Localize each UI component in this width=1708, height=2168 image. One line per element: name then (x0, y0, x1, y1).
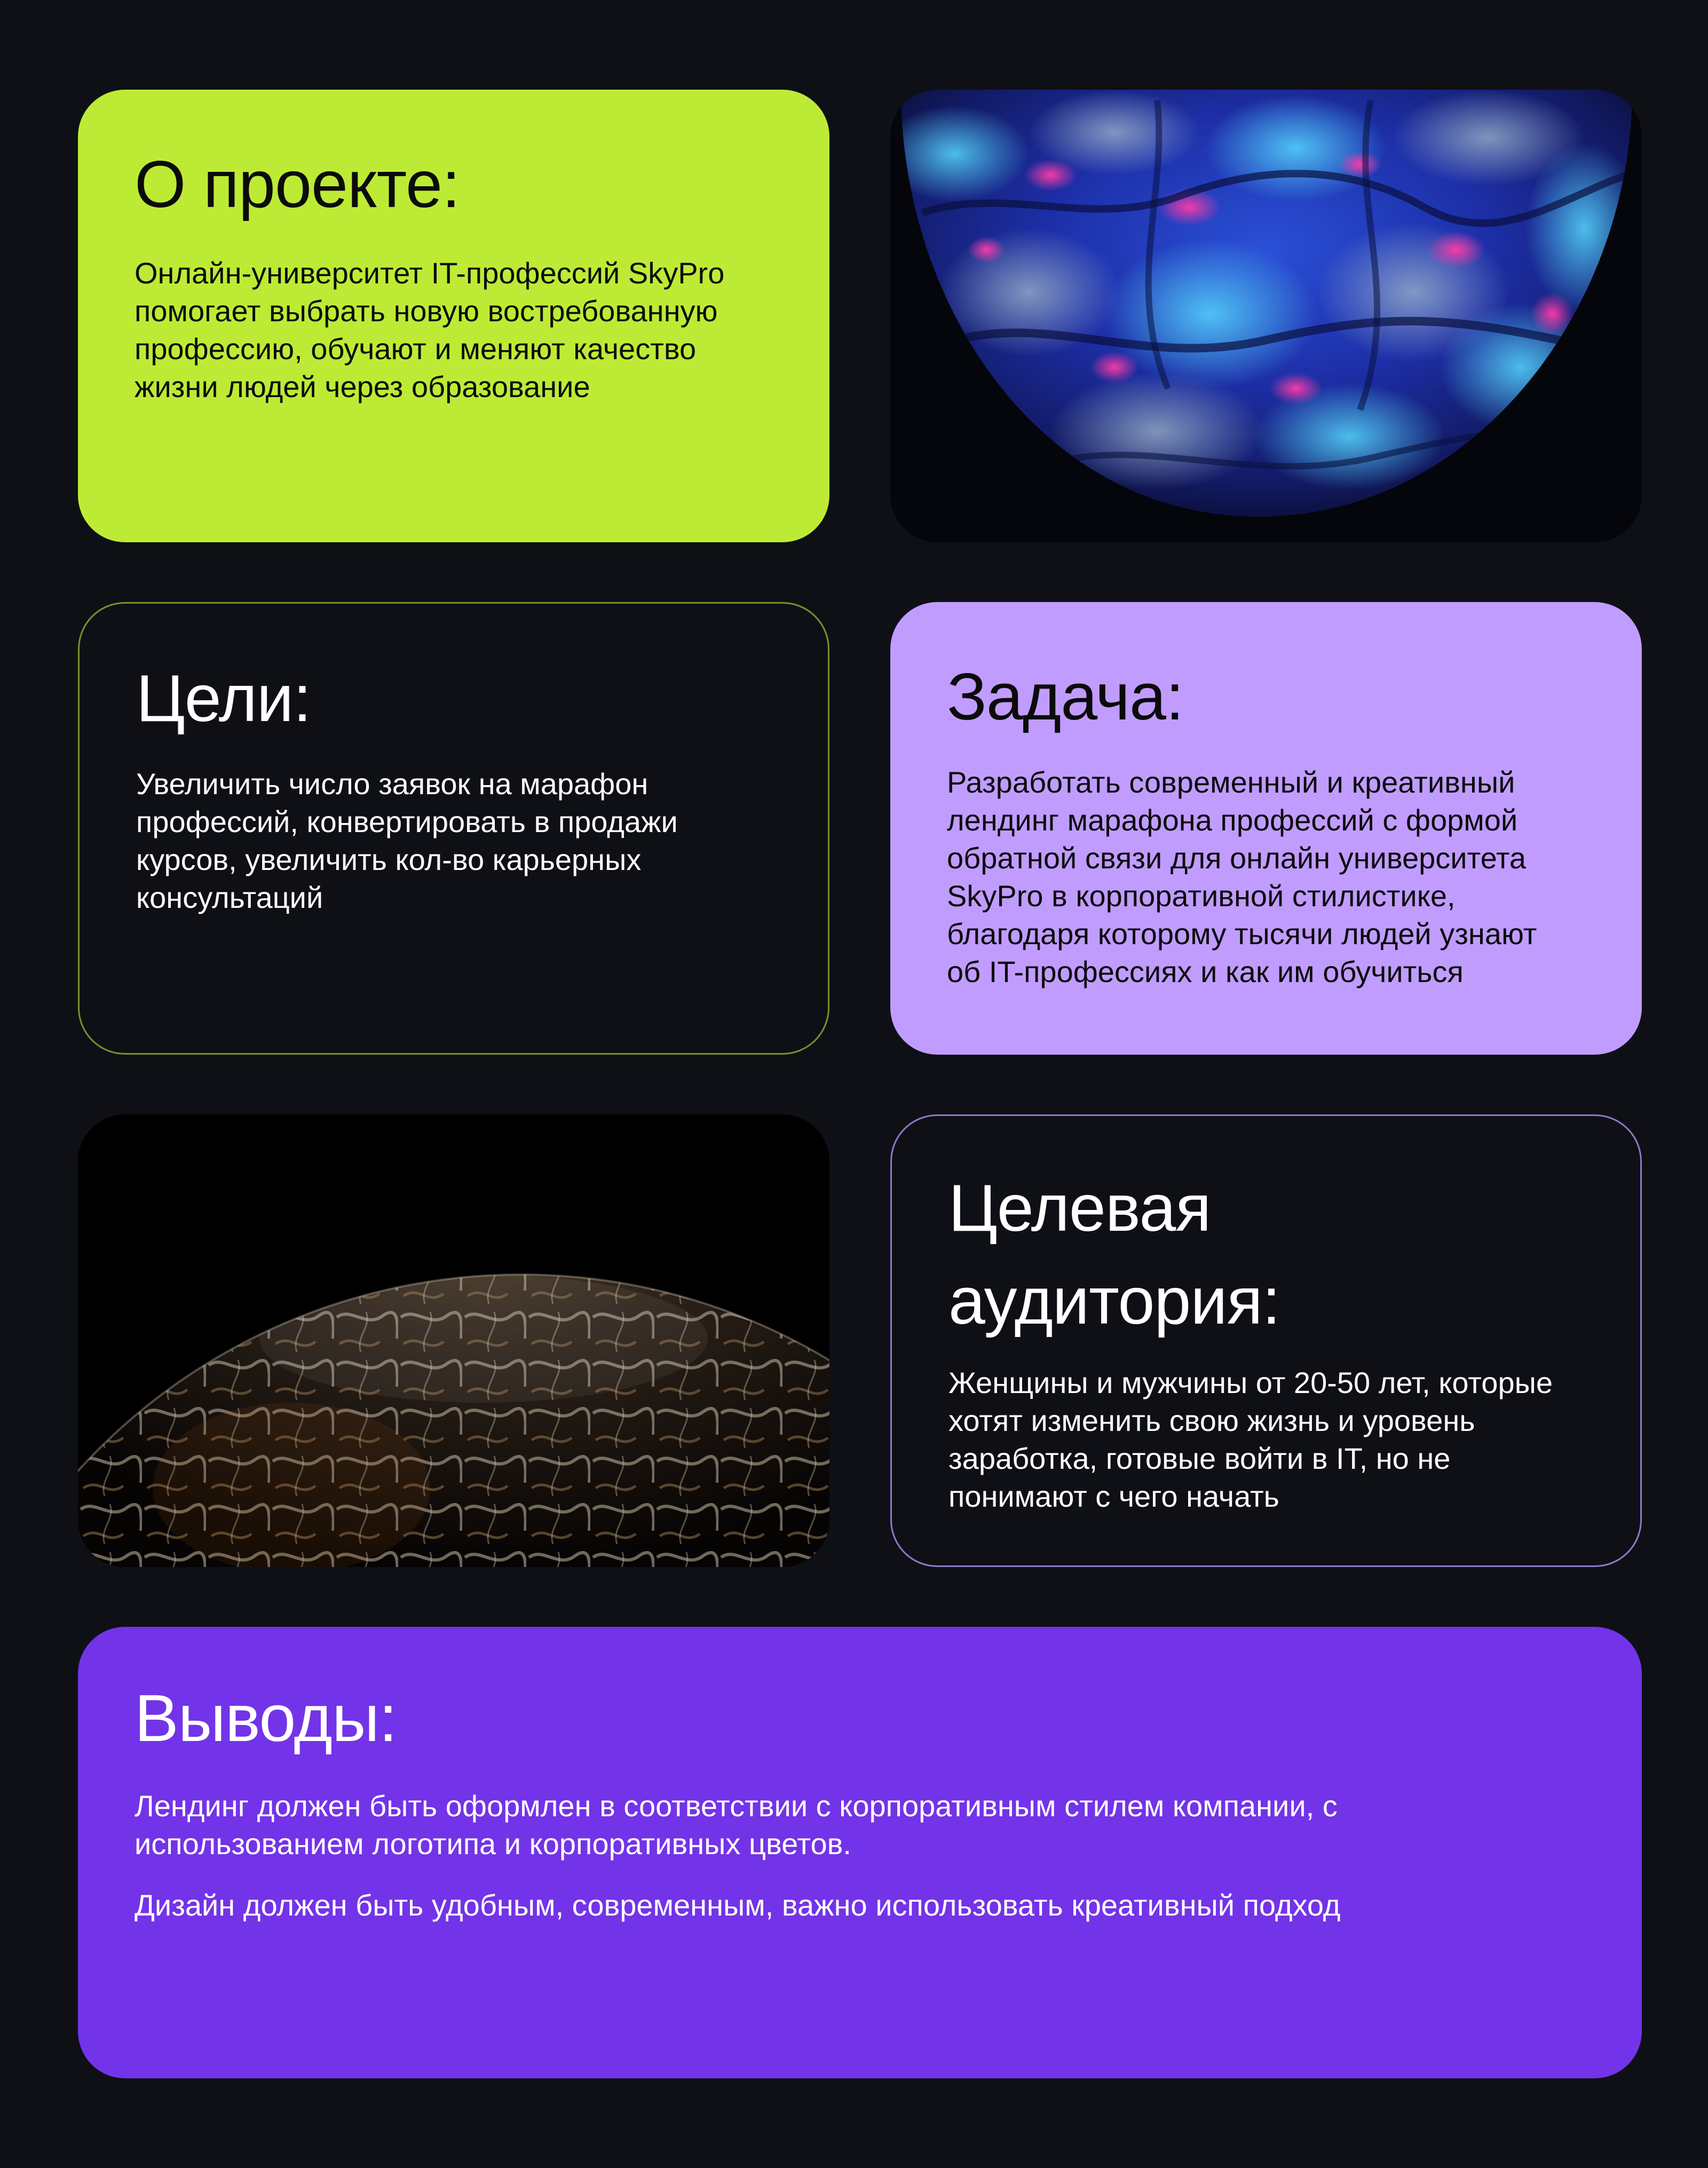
conclusions-paragraph-2: Дизайн должен быть удобным, современным, важно использовать креативный подход (135, 1888, 1341, 1922)
conclusions-title: Выводы: (135, 1682, 397, 1755)
conclusions-card (78, 1627, 1642, 2078)
coral-sphere-graphic (890, 90, 1642, 542)
target-audience-card (890, 1114, 1642, 1567)
task-title: Задача: (947, 660, 1184, 734)
brain-sphere-image (78, 1114, 829, 1567)
goals-text: Увеличить число заявок на марафон профессий, конвертировать в продажи курсов, увеличить кол-во карьерных консультаций (136, 767, 678, 915)
goals-title: Цели: (136, 662, 311, 735)
target-audience-title: Целевая аудитория: (948, 1172, 1280, 1338)
about-project-title: О проекте: (135, 148, 460, 221)
task-card (890, 602, 1642, 1055)
about-project-text: Онлайн-университет IT-профессий SkyPro помогает выбрать новую востребованную профессию, обучают и меняют качество жизни людей через образование (135, 256, 725, 404)
goals-card (78, 602, 829, 1055)
brain-sphere-graphic (78, 1114, 829, 1567)
task-text: Разработать современный и креативный лендинг марафона профессий с формой обратной связи для онлайн университета SkyPro в корпоративной стилистике, благодаря которому тысячи людей узнают об IT-профессиях и как им обучиться (947, 765, 1537, 989)
conclusions-paragraph-1: Лендинг должен быть оформлен в соответствии с корпоративным стилем компании, с использованием логотипа и корпоративных цветов. (135, 1789, 1338, 1861)
coral-sphere-image (890, 90, 1642, 542)
target-audience-text: Женщины и мужчины от 20-50 лет, которые хотят изменить свою жизнь и уровень заработка, готовые войти в IT, но не понимают с чего начать (948, 1366, 1553, 1513)
about-project-card (78, 90, 829, 542)
